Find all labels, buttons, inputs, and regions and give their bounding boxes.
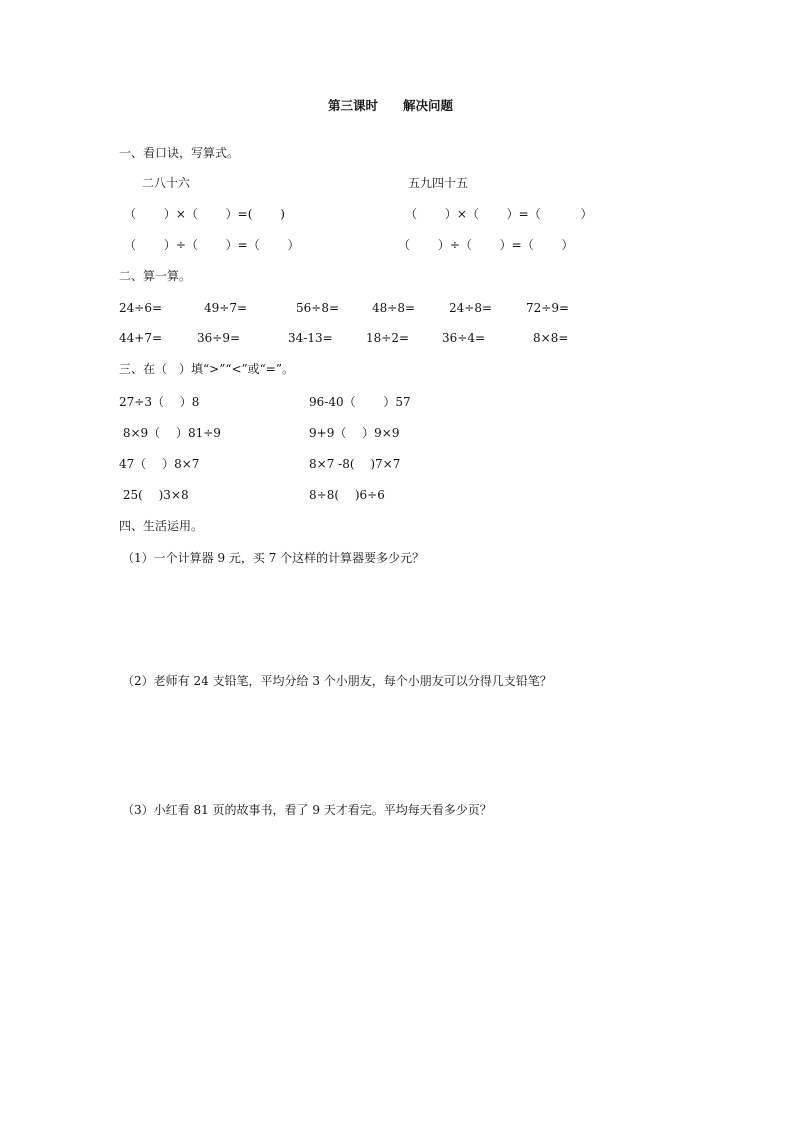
section-4-heading: 四、生活运用。: [119, 519, 204, 533]
calc-item: 72÷9=: [526, 301, 570, 315]
left-blank-row-multiply: （ ）×（ ）=( ): [124, 207, 285, 221]
compare-item: 8÷8( )6÷6: [309, 488, 385, 502]
right-blank-row-divide: （ ）÷（ ）=（ ）: [398, 238, 574, 252]
calc-item: 44+7=: [119, 331, 163, 345]
calc-item: 36÷4=: [442, 331, 486, 345]
right-blank-row-multiply: （ ）×（ ）=（ ）: [405, 207, 593, 221]
word-problem-1: （1）一个计算器 9 元，买 7 个这样的计算器要多少元？: [122, 551, 425, 565]
calc-item: 8×8=: [533, 331, 569, 345]
calc-item: 36÷9=: [197, 331, 241, 345]
compare-item: 9+9（ ）9×9: [309, 426, 400, 440]
section-2-heading: 二、算一算。: [119, 269, 192, 283]
left-blank-row-divide: （ ）÷（ ）=（ ）: [124, 238, 300, 252]
compare-item: 47（ ）8×7: [119, 457, 200, 471]
left-mnemonic: 二八十六: [142, 176, 191, 190]
calc-item: 24÷8=: [449, 301, 493, 315]
word-problem-2: （2）老师有 24 支铅笔，平均分给 3 个小朋友，每个小朋友可以分得几支铅笔？: [122, 674, 552, 688]
calc-item: 49÷7=: [204, 301, 248, 315]
compare-item: 8×9（ ）81÷9: [119, 426, 221, 440]
calc-item: 48÷8=: [372, 301, 416, 315]
section-1-heading: 一、看口诀，写算式。: [119, 146, 240, 160]
right-mnemonic: 五九四十五: [408, 176, 469, 190]
calc-item: 24÷6=: [119, 301, 163, 315]
compare-item: 96-40（ ）57: [309, 395, 411, 409]
calc-item: 56÷8=: [296, 301, 340, 315]
compare-item: 8×7 -8( )7×7: [309, 457, 401, 471]
section-3-heading: 三、在（ ）填“>”“<”或“=”。: [119, 362, 294, 376]
calc-item: 34-13=: [288, 331, 333, 345]
page-title: 第三课时 解决问题: [328, 98, 454, 113]
calc-item: 18÷2=: [366, 331, 410, 345]
word-problem-3: （3）小红看 81 页的故事书，看了 9 天才看完。平均每天看多少页？: [122, 803, 492, 817]
compare-item: 27÷3（ ）8: [119, 395, 200, 409]
compare-item: 25( )3×8: [119, 488, 189, 502]
